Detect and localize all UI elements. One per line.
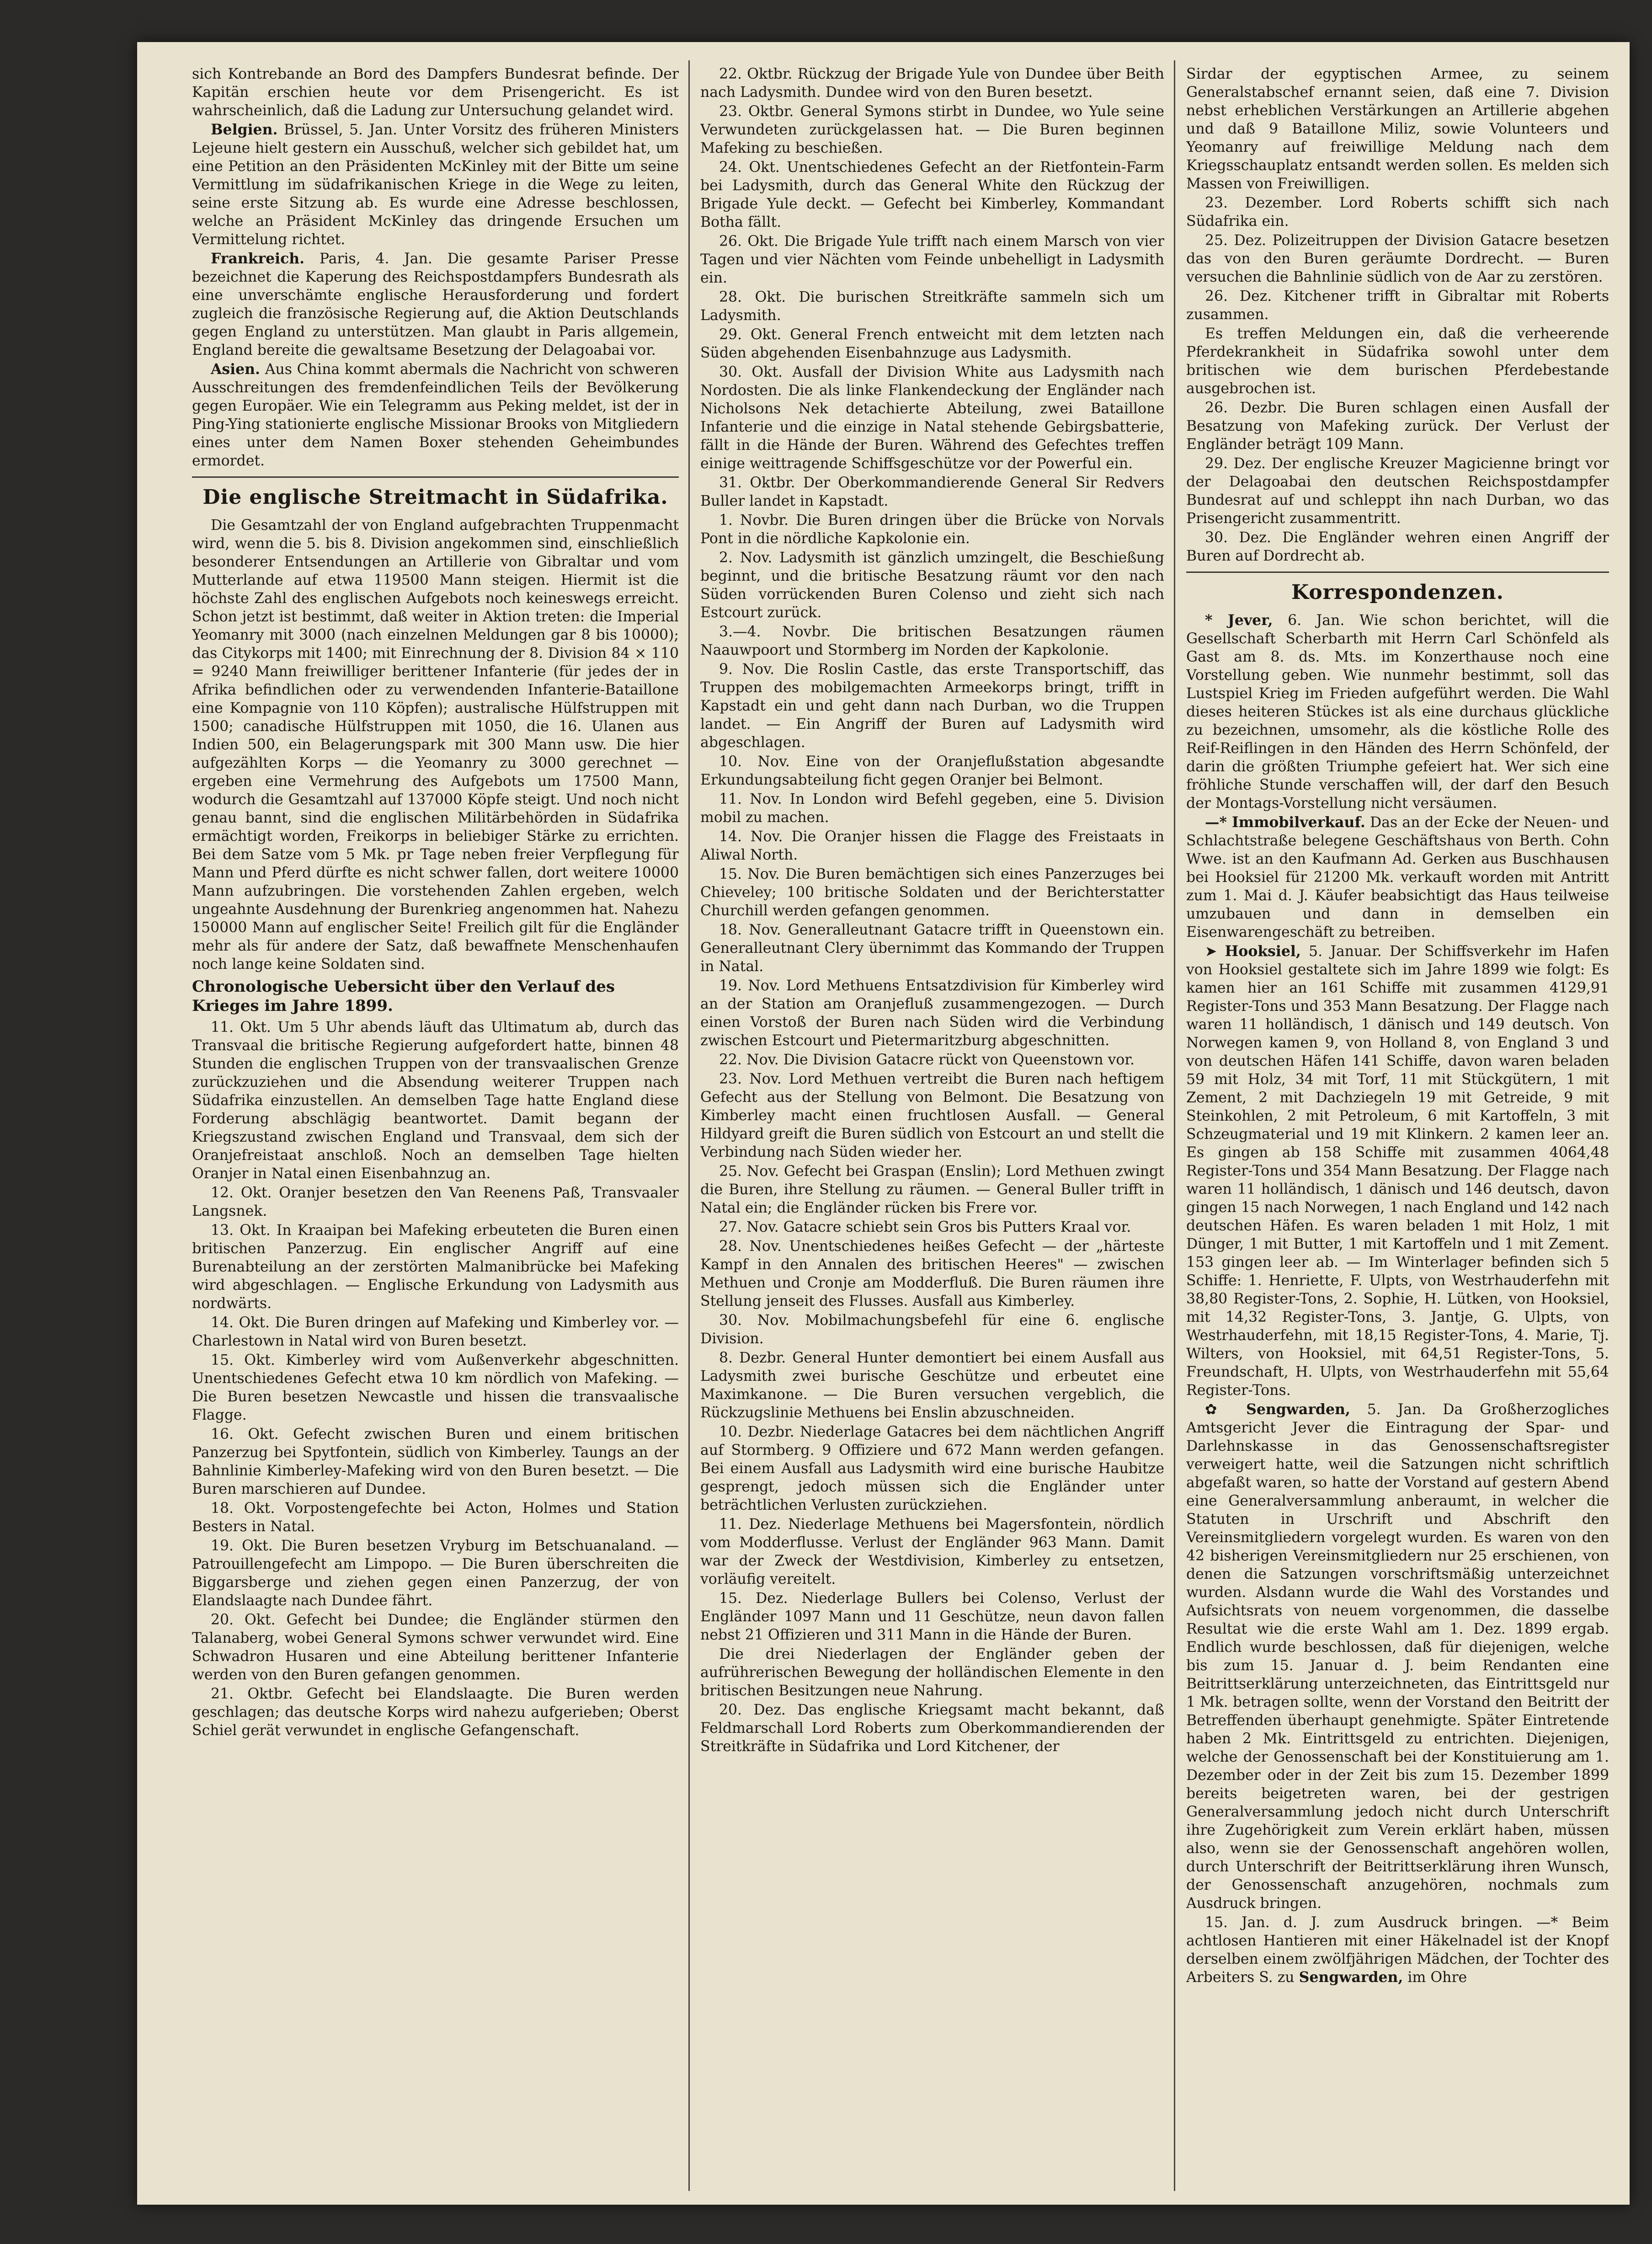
chronology-entry: 23. Dezember. Lord Roberts schifft sich nach Südafrika ein. — [1186, 195, 1609, 230]
chronology-entry: 11. Dez. Niederlage Methuens bei Magersfontein, nördlich vom Modderflusse. Verlust der Engländer 963 Mann. Damit war der Zweck der Westdivision, Kimberley zu entsetzen, vorläufig vereitelt. — [700, 1516, 1164, 1587]
paragraph: sich Kontrebande an Bord des Dampfers Bundesrat befinde. Der Kapitän erschien heute vor dem Prisengericht. Es ist wahrscheinlich, daß die Ladung zur Untersuchung gelandet wird. — [192, 66, 679, 119]
section-lead: Belgien. — [210, 121, 278, 138]
item-text: im Ohre — [1403, 1969, 1467, 1986]
chronology-entry: 16. Okt. Gefecht zwischen Buren und einem britischen Panzerzug bei Spytfontein, südlich von Kimberley. Taungs an der Bahnlinie Kimberley-Mafeking wird von den Buren besetzt. — Die Buren marschieren auf Dundee. — [192, 1426, 679, 1497]
section-lead: Asien. — [210, 361, 260, 378]
item-lead: —* Immobilverkauf. — [1204, 814, 1365, 831]
chronology-entry: 25. Dez. Polizeitruppen der Division Gatacre besetzen das von den Buren geräumte Dordrecht. — Buren versuchen die Bahnlinie südlich von de Aar zu zerstören. — [1186, 232, 1609, 285]
chronology-entry: 10. Dezbr. Niederlage Gatacres bei dem nächtlichen Angriff auf Stormberg. 9 Offiziere und 672 Mann werden gefangen. Bei einem Ausfall aus Ladysmith wird eine burische Haubitze gesprengt, jedoch müssen sich die Engländer unter beträchtlichen Verlusten zurückziehen. — [700, 1424, 1164, 1513]
item-text: 5. Jan. Da Großherzogliches Amtsgericht Jever die Eintragung der Spar- und Darlehnskasse in das Genossenschaftsregister verweigert hatte, weil die Satzungen nicht schriftlich abgefaßt waren, so hatte der Vorstand auf gestern Abend eine Generalversammlung anberaumt, in welcher die Statuten in Urschrift und Abschrift den Vereinsmitgliedern vorgelegt wurden. Es waren von den 42 bisherigen Vereinsmitgliedern nur 25 erschienen, von denen die Satzungen vorschriftsmäßig unterzeichnet wurden. Alsdann wurde die Wahl des Vorstandes und Aufsichtsrats von neuem vorgenommen, die dasselbe Resultat wie die erste Wahl am 1. Dez. 1899 ergab. Endlich wurde beschlossen, daß für diejenigen, welche bis zum 15. Januar d. J. beim Rendanten eine Beitrittserklärung unterzeichneten, das Eintrittsgeld nur 1 Mk. betragen sollte, wenn der Vorstand den Beitritt der Betreffenden überhaupt genehmigte. Später Eintretende haben 2 Mk. Eintrittsgeld zu entrichten. Diejenigen, welche der Genossenschaft bei der Konstituierung am 1. Dezember oder in der Zeit bis zum 15. Dezember 1899 bereits beigetreten waren, bei der gestrigen Generalversammlung jedoch nicht durch Unterschrift ihre Zugehörigkeit zum Verein erklärt haben, müssen also, wenn sie der Genossenschaft angehören wollen, durch Unterschrift der Beitrittserklärung ihren Wunsch, der Genossenschaft anzugehören, nochmals zum Ausdruck bringen. — [1186, 1401, 1609, 1912]
item-text: 15. Jan. d. J. zum Ausdruck bringen. —* Beim achtlosen Hantieren mit einer Häkelnadel ist der Knopf derselben einem zwölfjährigen Mädchen, der Tochter des Arbeiters S. zu — [1186, 1914, 1609, 1986]
chronology-entry: 20. Okt. Gefecht bei Dundee; die Engländer stürmen den Talanaberg, wobei General Symons schwer verwundet wird. Eine Schwadron Husaren und eine Abteilung berittener Infanterie werden von den Buren gefangen genommen. — [192, 1612, 679, 1683]
chronology-entry: 29. Dez. Der englische Kreuzer Magicienne bringt vor der Delagoabai den deutschen Reichspostdampfer Bundesrat auf und schleppt ihn nach Durban, wo das Prisengericht zusammentritt. — [1186, 455, 1609, 527]
chronology-entry: 18. Okt. Vorpostengefechte bei Acton, Holmes und Station Besters in Natal. — [192, 1500, 679, 1535]
item-lead: Sengwarden, — [1299, 1969, 1403, 1986]
chronology-entry: 2. Nov. Ladysmith ist gänzlich umzingelt, die Beschießung beginnt, und die britische Besatzung räumt vor den nach Süden vorrückenden Buren Colenso und zieht sich nach Estcourt zurück. — [700, 550, 1164, 621]
chronology-entry: 11. Nov. In London wird Befehl gegeben, eine 5. Division mobil zu machen. — [700, 791, 1164, 826]
chronology-entry: 31. Oktbr. Der Oberkommandierende General Sir Redvers Buller landet in Kapstadt. — [700, 475, 1164, 509]
item-text: 5. Januar. Der Schiffsverkehr im Hafen von Hooksiel gestaltete sich im Jahre 1899 wie folgt: Es kamen hier an 161 Schiffe mit zusammen 4129,91 Register-Tons und 353 Mann Besatzung. Der Flagge nach waren 11 holländisch, 1 dänisch und 149 deutsch. Von Norwegen kamen 9, von Holland 8, von England 3 und von deutschen Häfen 141 Schiffe, davon waren beladen 59 mit Holz, 34 mit Torf, 11 mit Stückgütern, 1 mit Zement, 2 mit Dachziegeln 19 mit Getreide, 9 mit Steinkohlen, 2 mit Petroleum, 6 mit Kartoffeln, 3 mit Schzeugmaterial und 19 mit Klinkern. 2 kamen leer an. Es gingen ab 158 Schiffe mit zusammen 4064,48 Register-Tons und 354 Mann Besatzung. Der Flagge nach waren 11 holländisch, 1 dänisch und 146 deutsch, davon gingen 15 nach Norwegen, 1 nach England und 142 nach deutschen Häfen. Es waren beladen 1 mit Holz, 1 mit Dünger, 1 mit Butter, 1 mit Kartoffeln und 1 mit Zement. 153 gingen leer ab. — Im Winterlager befinden sich 5 Schiffe: 1. Henriette, F. Ulpts, von Westrhauderfehn mit 38,80 Register-Tons, 2. Sophie, H. Lütken, von Hooksiel, mit 14,32 Register-Tons, 3. Jantje, G. Ulpts, von Westrhauderfehn, mit 18,15 Register-Tons, 4. Marie, Tj. Wilters, von Hooksiel, mit 64,51 Register-Tons, 5. Freundschaft, H. Ulpts, von Westrhauderfehn mit 55,64 Register-Tons. — [1186, 943, 1609, 1399]
chronology-entry: 22. Nov. Die Division Gatacre rückt von Queenstown vor. — [719, 1052, 1135, 1068]
chronology-entry: 23. Nov. Lord Methuen vertreibt die Buren nach heftigem Gefecht aus der Stellung von Belmont. Die Besatzung von Kimberley macht einen fruchtlosen Ausfall. — General Hildyard greift die Buren südlich von Estcourt an und stellt die Verbindung nach Süden wieder her. — [700, 1071, 1164, 1160]
chronology-entry: 1. Novbr. Die Buren dringen über die Brücke von Norvals Pont in die nördliche Kapkolonie ein. — [700, 512, 1164, 547]
chronology-entry: 9. Nov. Die Roslin Castle, das erste Transportschiff, das Truppen des mobilgemachten Armeekorps bringt, trifft in Kapstadt ein und geht dann nach Durban, wo die Truppen landet. — Ein Angriff der Buren auf Ladysmith wird abgeschlagen. — [700, 661, 1164, 751]
newspaper-page — [137, 42, 1630, 2205]
paragraph-text: Paris, 4. Jan. Die gesamte Pariser Presse bezeichnet die Kaperung des Reichspostdampfers Bundesrath als eine unverschämte englische Herausforderung und fordert zugleich die französische Regierung auf, die Aktion Deutschlands gegen England zu unterstützen. Man glaubt in Paris allgemein, England bereite die gewaltsame Besetzung der Delagoabai vor. — [192, 251, 679, 358]
chronology-entry: 26. Okt. Die Brigade Yule trifft nach einem Marsch von vier Tagen und vier Nächten vom Feinde unbehelligt in Ladysmith ein. — [700, 233, 1164, 286]
paragraph — [192, 121, 679, 249]
chronology-entry: 30. Okt. Ausfall der Division White aus Ladysmith nach Nordosten. Die als linke Flankendeckung der Engländer nach Nicholsons Nek detachierte Abteilung, zwei Bataillone Infanterie und die einzige in Natal stehende Gebirgsbatterie, fällt in die Hände der Buren. Während des Gefechtes treffen einige weittragende Schiffsgeschütze vor der Powerful ein. — [700, 364, 1164, 472]
chronology-entry: 25. Nov. Gefecht bei Graspan (Enslin); Lord Methuen zwingt die Buren, ihre Stellung zu räumen. — General Buller trifft in Natal ein; die Engländer rücken bis Frere vor. — [700, 1163, 1164, 1216]
chronology-entry: 20. Dez. Das englische Kriegsamt macht bekannt, daß Feldmarschall Lord Roberts zum Oberkommandierenden der Streitkräfte in Südafrika und Lord Kitchener, der — [700, 1702, 1164, 1755]
correspondence-item — [1186, 611, 1609, 812]
chronology-entry: 30. Nov. Mobilmachungsbefehl für eine 6. englische Division. — [700, 1312, 1164, 1347]
chronology-entry: 13. Okt. In Kraaipan bei Mafeking erbeuteten die Buren einen britischen Panzerzug. Ein englischer Angriff auf eine Burenabteilung an der zerstörten Malmanibrücke bei Mafeking wird abgeschlagen. — Englische Erkundung von Ladysmith aus nordwärts. — [192, 1222, 679, 1312]
chronology-entry: 14. Nov. Die Oranjer hissen die Flagge des Freistaats in Aliwal North. — [700, 828, 1164, 863]
chronology-entry: 23. Oktbr. General Symons stirbt in Dundee, wo Yule seine Verwundeten zurückgelassen hat. — Die Buren beginnen Mafeking zu beschießen. — [700, 103, 1164, 156]
paragraph-text: Brüssel, 5. Jan. Unter Vorsitz des früheren Ministers Lejeune hielt gestern ein Ausschuß, welcher sich gebildet hat, um eine Petition an den Präsidenten McKinley mit der Bitte um seine Vermittlung im südafrikanischen Kriege in die Wege zu leiten, seine erste Sitzung ab. Es wurde eine Adresse beschlossen, welche an Präsident McKinley das dringende Ersuchen um Vermittelung richtet. — [192, 122, 679, 248]
chronology-entry: 28. Nov. Unentschiedenes heißes Gefecht — der „härteste Kampf in den Annalen des britischen Heeres" — zwischen Methuen und Cronje am Modderfluß. Die Buren räumen ihre Stellung jenseit des Flusses. Ausfall aus Kimberley. — [700, 1238, 1164, 1309]
chronology-entry: 11. Okt. Um 5 Uhr abends läuft das Ultimatum ab, durch das Transvaal die britische Regierung aufgefordert hatte, binnen 48 Stunden die englischen Truppen von der transvaalischen Grenze zurückzuziehen und die Absendung weiterer Truppen nach Südafrika einzustellen. An demselben Tage hatte England diese Forderung abschlägig beantwortet. Damit begann der Kriegszustand zwischen England und Transvaal, dem sich der Oranjefreistaat anschloß. Noch an demselben Tage hielten Oranjer in Natal einen Eisenbahnzug an. — [192, 1019, 679, 1182]
column-2 — [700, 65, 1164, 2186]
paragraph-text: Aus China kommt abermals die Nachricht von schweren Ausschreitungen des fremdenfeindlichen Teils der Bevölkerung gegen Europäer. Wie ein Telegramm aus Peking meldet, ist der in Ping-Ying stationierte englische Missionar Brooks von Mitgliedern eines unter dem Namen Boxer stehenden Geheimbundes ermordet. — [192, 361, 679, 469]
chronology-entry: Die drei Niederlagen der Engländer geben der aufrührerischen Bewegung der holländischen Elemente in den britischen Besitzungen neue Nahrung. — [700, 1646, 1164, 1699]
chronology-entry: 24. Okt. Unentschiedenes Gefecht an der Rietfontein-Farm bei Ladysmith, durch das General White den Rückzug der Brigade Yule deckt. — Gefecht bei Kimberley, Kommandant Botha fällt. — [700, 159, 1164, 230]
column-1 — [192, 65, 679, 2186]
chronology-entry: 21. Oktbr. Gefecht bei Elandslaagte. Die Buren werden geschlagen; das deutsche Korps wird nahezu aufgerieben; Oberst Schiel gerät verwundet in englische Gefangenschaft. — [192, 1686, 679, 1739]
column-rule — [688, 60, 690, 2191]
correspondence-item — [1186, 942, 1609, 1400]
chronology-entry: 22. Oktbr. Rückzug der Brigade Yule von Dundee über Beith nach Ladysmith. Dundee wird von den Buren besetzt. — [700, 66, 1164, 101]
ornament-icon: ✿ — [1204, 1401, 1247, 1418]
chronology-entry: 18. Nov. Generalleutnant Gatacre trifft in Queenstown ein. Generalleutnant Clery übernimmt das Kommando der Truppen in Natal. — [700, 922, 1164, 975]
chronology-entry: 12. Okt. Oranjer besetzen den Van Reenens Paß, Transvaaler Langsnek. — [192, 1185, 679, 1219]
chronology-entry: 3.—4. Novbr. Die britischen Besatzungen räumen Naauwpoort und Stormberg im Norden der Kapkolonie. — [700, 624, 1164, 658]
chronology-entry: 10. Nov. Eine von der Oranjeflußstation abgesandte Erkundungsabteilung ficht gegen Oranjer bei Belmont. — [700, 753, 1164, 788]
article-heading: Die englische Streitmacht in Südafrika. — [203, 486, 668, 509]
correspondence-item — [1186, 1913, 1609, 1987]
column-3 — [1186, 65, 1609, 2186]
paragraph: Sirdar der egyptischen Armee, zu seinem Generalstabschef ernannt seien, daß eine 7. Division nebst erheblichen Verstärkungen an Artillerie abgehen und daß 9 Bataillone Miliz, sowie Volunteers und Yeomanry auf freiwillige Meldung nach dem Kriegsschauplatz entsandt werden sollen. Es melden sich Massen von Freiwilligen. — [1186, 66, 1609, 192]
section-heading: Korrespondenzen. — [1291, 581, 1504, 604]
paragraph: Die Gesamtzahl der von England aufgebrachten Truppenmacht wird, wenn die 5. bis 8. Division angekommen sind, einschließlich besonderer Entsendungen an Artillerie von Gibraltar und vom Mutterlande auf etwa 119500 Mann steigen. Hiermit ist die höchste Zahl des englischen Aufgebots noch keineswegs erreicht. Schon jetzt ist bestimmt, daß weiter in Aktion treten: die Imperial Yeomanry mit 3000 (nach einzelnen Meldungen gar 8 bis 10000); das Citykorps mit 1400; mit Einrechnung der 8. Division 84 × 110 = 9240 Mann freiwilliger berittener Infanterie (für jedes der in Afrika befindlichen oder zu verwendenden Infanterie-Bataillone eine Kompagnie von 110 Köpfen); australische Hülfstruppen mit 1500; canadische Hülfstruppen mit 1050, die 16. Ulanen aus Indien 500, ein Belagerungspark mit 300 Mann usw. Die hier aufgezählten Korps — die Yeomanry zu 3000 gerechnet — ergeben eine Vermehrung des Aufgebots um 17500 Mann, wodurch die Gesamtzahl auf 137000 Köpfe steigt. Und noch nicht genau bannt, sind die englischen Militärbehörden in Südafrika ermächtigt worden, Freikorps in beliebiger Stärke zu errichten. Bei dem Satze vom 5 Mk. pr Tage neben freier Verpflegung für Mann und Pferd dürfte es nicht schwer fallen, dort weitere 10000 Mann aufzubringen. Die vorstehenden Zahlen ergeben, welch ungeahnte Ausdehnung der Burenkrieg angenommen hat. Nahezu 150000 Mann auf englischer Seite! Freilich gilt für die Engländer mehr als für andere der Satz, daß bewaffnete Menschenhaufen noch lange keine Soldaten sind. — [192, 517, 679, 972]
chronology-entry: 14. Okt. Die Buren dringen auf Mafeking und Kimberley vor. — Charlestown in Natal wird von Buren besetzt. — [192, 1314, 679, 1349]
chronology-entry: 27. Nov. Gatacre schiebt sein Gros bis Putters Kraal vor. — [719, 1219, 1131, 1235]
ship-icon: ➤ — [1204, 943, 1225, 960]
chronology-entry: 29. Okt. General French entweicht mit dem letzten nach Süden abgehenden Eisenbahnzuge aus Ladysmith. — [700, 326, 1164, 361]
chronology-entry: Es treffen Meldungen ein, daß die verheerende Pferdekrankheit in Südafrika sowohl unter dem britischen wie dem burischen Pferdebestande ausgebrochen ist. — [1186, 326, 1609, 397]
paragraph — [192, 250, 679, 359]
horizontal-rule — [192, 476, 679, 478]
item-text: 6. Jan. Wie schon berichtet, will die Gesellschaft Scherbarth mit Herrn Carl Schönfeld als Gast am 8. ds. Mts. im Konzerthause noch eine Vorstellung geben. Wie nunmehr bestimmt, soll das Lustspiel Krieg im Frieden aufgeführt werden. Die Wahl dieses heiteren Stückes ist als eine durchaus glückliche zu bezeichnen, umsomehr, als die köstliche Rolle des Reif-Reiflingen in den Händen des Herrn Schönfeld, der darin die größten Triumphe gefeiert hat. Wer sich eine fröhliche Stunde verschaffen will, der darf den Besuch der Montags-Vorstellung nicht versäumen. — [1186, 612, 1609, 812]
correspondence-item — [1186, 813, 1609, 941]
correspondence-item — [1186, 1400, 1609, 1913]
horizontal-rule — [1186, 572, 1609, 573]
chronology-entry: 19. Nov. Lord Methuens Entsatzdivision für Kimberley wird an der Station am Oranjefluß zusammengezogen. — Durch einen Vorstoß der Buren nach Süden wird die Verbindung zwischen Estcourt und Pietermaritzburg abgeschnitten. — [700, 978, 1164, 1049]
column-rule — [1174, 60, 1175, 2191]
chronology-entry: 8. Dezbr. General Hunter demontiert bei einem Ausfall aus Ladysmith zwei burische Geschütze und erbeutet eine Maximkanone. — Die Buren versuchen vergeblich, die Rückzugslinie Methuens bei Enslin abzuschneiden. — [700, 1350, 1164, 1421]
chronology-entry: 19. Okt. Die Buren besetzen Vryburg im Betschuanaland. — Patrouillengefecht am Limpopo. — Die Buren überschreiten die Biggarsberge und ziehen gegen einen Panzerzug, der von Elandslaagte nach Dundee fährt. — [192, 1538, 679, 1609]
item-lead: Hooksiel, — [1225, 943, 1301, 960]
article-subheading: Chronologische Uebersicht über den Verlauf des Krieges im Jahre 1899. — [192, 978, 615, 1015]
item-lead: * Jever, — [1204, 612, 1273, 629]
chronology-entry: 26. Dez. Kitchener trifft in Gibraltar mit Roberts zusammen. — [1186, 288, 1609, 323]
chronology-entry: 15. Nov. Die Buren bemächtigen sich eines Panzerzuges bei Chieveley; 100 britische Soldaten und der Berichterstatter Churchill werden gefangen genommen. — [700, 866, 1164, 919]
item-text: Das an der Ecke der Neuen- und Schlachtstraße belegene Geschäftshaus von Berth. Cohn Wwe. ist an den Kaufmann Ad. Gerken aus Buschhausen bei Hooksiel für 21200 Mk. verkauft worden mit Antritt zum 1. Mai d. J. Käufer beabsichtigt das Haus teilweise umzubauen und dann in demselben ein Eisenwarengeschäft zu betreiben. — [1186, 814, 1609, 940]
section-lead: Frankreich. — [210, 250, 305, 267]
item-lead: Sengwarden, — [1246, 1401, 1350, 1418]
paragraph — [192, 360, 679, 470]
chronology-entry: 28. Okt. Die burischen Streitkräfte sammeln sich um Ladysmith. — [700, 289, 1164, 324]
chronology-entry: 15. Okt. Kimberley wird vom Außenverkehr abgeschnitten. Unentschiedenes Gefecht etwa 10 km nördlich von Mafeking. — Die Buren besetzen Newcastle und hissen die transvaalische Flagge. — [192, 1352, 679, 1423]
chronology-entry: 26. Dezbr. Die Buren schlagen einen Ausfall der Besatzung von Mafeking zurück. Der Verlust der Engländer beträgt 109 Mann. — [1186, 400, 1609, 453]
chronology-entry: 15. Dez. Niederlage Bullers bei Colenso, Verlust der Engländer 1097 Mann und 11 Geschütze, neun davon fallen nebst 21 Offizieren und 311 Mann in die Hände der Buren. — [700, 1590, 1164, 1643]
chronology-entry: 30. Dez. Die Engländer wehren einen Angriff der Buren auf Dordrecht ab. — [1186, 529, 1609, 564]
